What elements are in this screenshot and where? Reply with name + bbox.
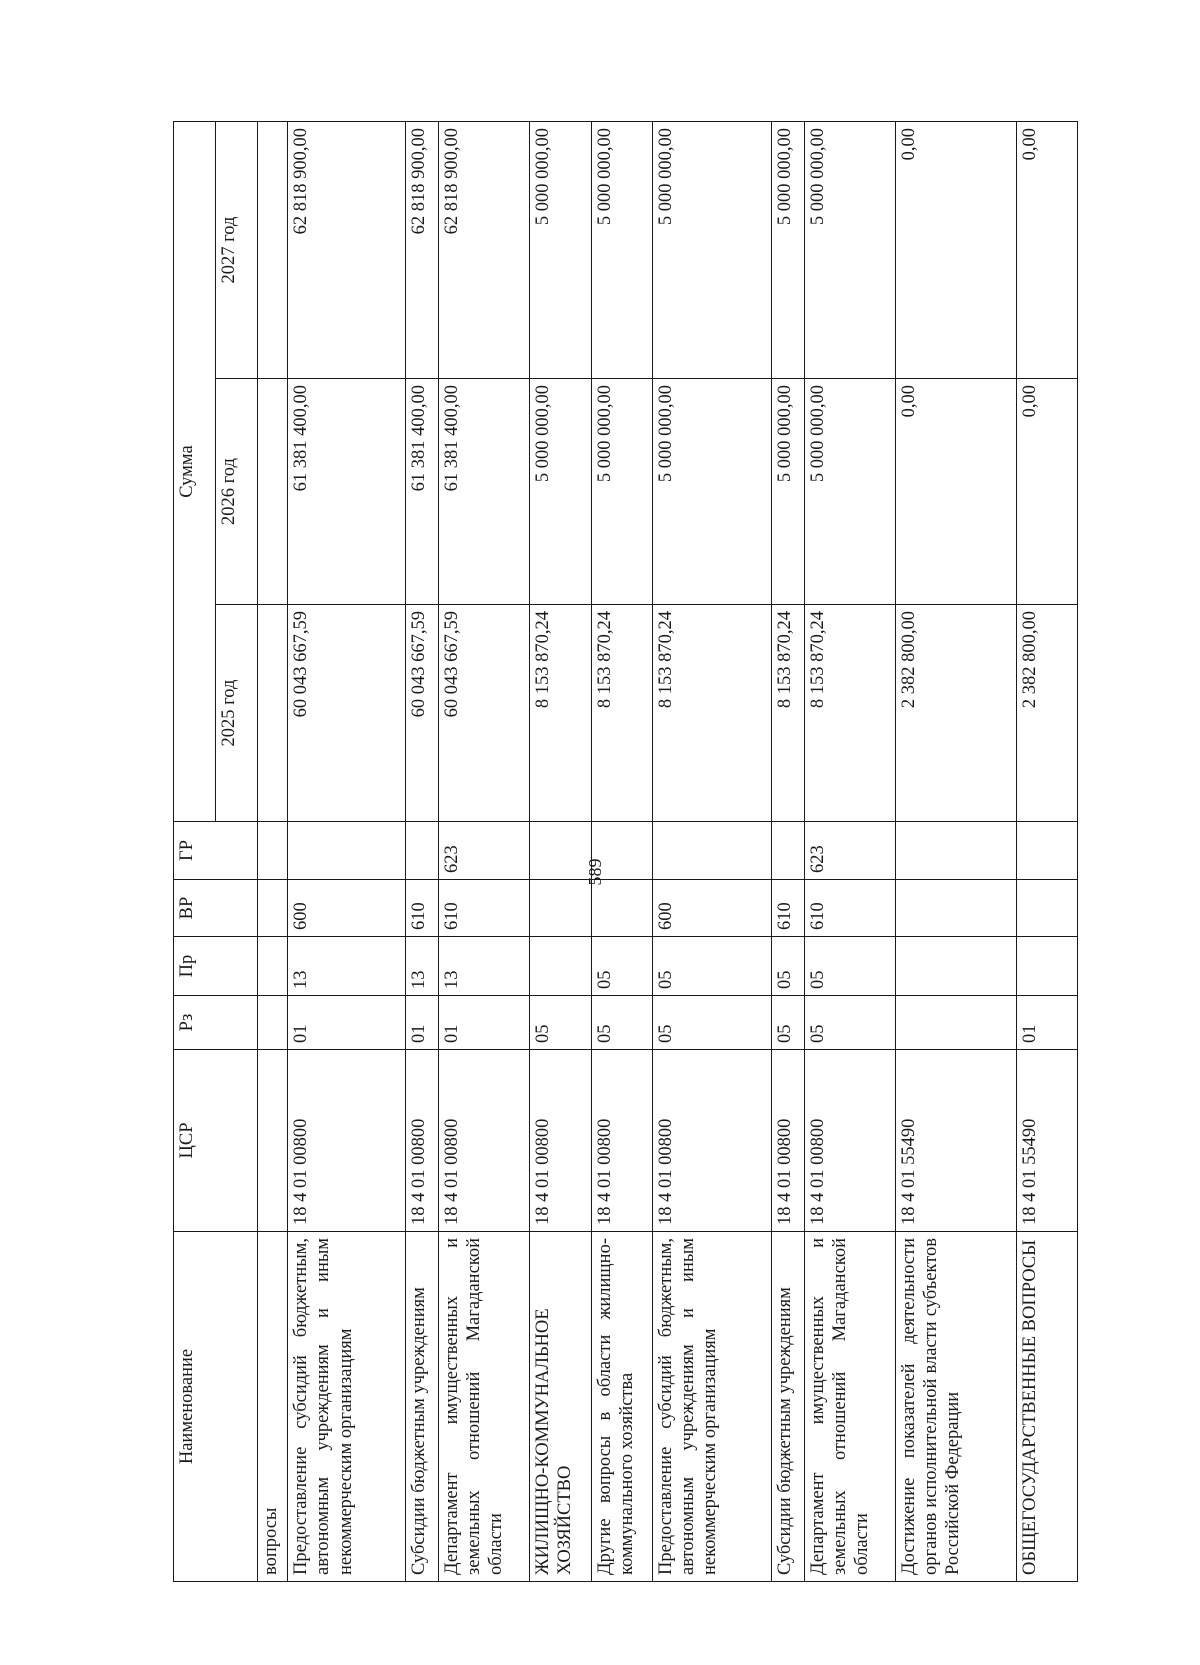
header-gr: ГР xyxy=(174,822,258,880)
cell-vr: 600 xyxy=(652,880,771,937)
cell-2026: 61 381 400,00 xyxy=(288,379,406,605)
header-year-2025: 2025 год xyxy=(216,605,258,822)
cell-rz: 05 xyxy=(772,996,804,1050)
cell-rz: 01 xyxy=(288,996,406,1050)
table-row xyxy=(804,122,895,1582)
cell-2026: 61 381 400,00 xyxy=(406,379,438,605)
cell-pr: 05 xyxy=(804,937,895,996)
cell-2027: 0,00 xyxy=(1016,122,1077,379)
cell-gr xyxy=(772,822,804,880)
cell-rz xyxy=(896,996,1017,1050)
cell-2027 xyxy=(258,122,288,379)
cell-vr xyxy=(1016,880,1077,937)
cell-2027: 5 000 000,00 xyxy=(652,122,771,379)
cell-csr: 18 4 01 00800 xyxy=(652,1050,771,1232)
header-year-2026: 2026 год xyxy=(216,379,258,605)
cell-name: вопросы xyxy=(258,1232,288,1582)
cell-name: Предоставление субсидий бюджетным, автономным учреждениям и иным некоммерческим организациям xyxy=(288,1232,406,1582)
cell-rz: 05 xyxy=(652,996,771,1050)
cell-gr xyxy=(258,822,288,880)
cell-2025: 2 382 800,00 xyxy=(1016,605,1077,822)
cell-rz: 01 xyxy=(1016,996,1077,1050)
table-row xyxy=(591,122,652,1582)
cell-vr xyxy=(530,880,591,937)
header-vr: ВР xyxy=(174,880,258,937)
cell-pr: 13 xyxy=(288,937,406,996)
cell-pr xyxy=(258,937,288,996)
cell-name: ЖИЛИЩНО-КОММУНАЛЬНОЕ ХОЗЯЙСТВО xyxy=(530,1232,591,1582)
header-name: Наименование xyxy=(174,1232,258,1582)
cell-name: Другие вопросы в области жилищно-коммунального хозяйства xyxy=(591,1232,652,1582)
cell-name: ОБЩЕГОСУДАРСТВЕННЫЕ ВОПРОСЫ xyxy=(1016,1232,1077,1582)
cell-name: Субсидии бюджетным учреждениям xyxy=(406,1232,438,1582)
cell-2026: 5 000 000,00 xyxy=(652,379,771,605)
cell-2025: 60 043 667,59 xyxy=(406,605,438,822)
cell-vr: 600 xyxy=(288,880,406,937)
cell-vr: 610 xyxy=(406,880,438,937)
page-number: 589 xyxy=(585,858,605,886)
cell-2026: 5 000 000,00 xyxy=(772,379,804,605)
cell-csr xyxy=(258,1050,288,1232)
cell-gr xyxy=(591,822,652,880)
cell-2027: 62 818 900,00 xyxy=(288,122,406,379)
cell-csr: 18 4 01 55490 xyxy=(1016,1050,1077,1232)
cell-csr: 18 4 01 00800 xyxy=(591,1050,652,1232)
cell-pr xyxy=(896,937,1017,996)
rotated-table-container xyxy=(173,122,1078,1582)
cell-gr: 623 xyxy=(438,822,529,880)
header-year-2027: 2027 год xyxy=(216,122,258,379)
cell-vr xyxy=(591,880,652,937)
cell-csr: 18 4 01 00800 xyxy=(288,1050,406,1232)
cell-gr: 623 xyxy=(804,822,895,880)
table-row xyxy=(438,122,529,1582)
table-row xyxy=(406,122,438,1582)
cell-2027: 5 000 000,00 xyxy=(772,122,804,379)
cell-gr xyxy=(288,822,406,880)
cell-pr: 05 xyxy=(591,937,652,996)
table-row xyxy=(530,122,591,1582)
header-sum: Сумма xyxy=(174,122,216,822)
cell-csr: 18 4 01 00800 xyxy=(406,1050,438,1232)
cell-2025: 8 153 870,24 xyxy=(772,605,804,822)
cell-pr: 05 xyxy=(652,937,771,996)
cell-pr xyxy=(530,937,591,996)
cell-csr: 18 4 01 00800 xyxy=(804,1050,895,1232)
cell-vr: 610 xyxy=(804,880,895,937)
cell-2025: 8 153 870,24 xyxy=(530,605,591,822)
cell-name: Достижение показателей деятельности органов исполнительной власти субъектов Российской Федерации xyxy=(896,1232,1017,1582)
cell-2027: 5 000 000,00 xyxy=(804,122,895,379)
cell-pr xyxy=(1016,937,1077,996)
cell-name: Предоставление субсидий бюджетным, автономным учреждениям и иным некоммерческим организациям xyxy=(652,1232,771,1582)
cell-2025: 8 153 870,24 xyxy=(652,605,771,822)
cell-gr xyxy=(406,822,438,880)
cell-2026: 5 000 000,00 xyxy=(591,379,652,605)
cell-name: Департамент имущественных и земельных отношений Магаданской области xyxy=(438,1232,529,1582)
cell-rz: 05 xyxy=(530,996,591,1050)
cell-rz: 01 xyxy=(406,996,438,1050)
cell-gr xyxy=(1016,822,1077,880)
cell-vr xyxy=(896,880,1017,937)
cell-2027: 0,00 xyxy=(896,122,1017,379)
cell-2026 xyxy=(258,379,288,605)
cell-2026: 0,00 xyxy=(896,379,1017,605)
cell-csr: 18 4 01 00800 xyxy=(530,1050,591,1232)
table-row xyxy=(258,122,288,1582)
header-rz: Рз xyxy=(174,996,258,1050)
cell-vr: 610 xyxy=(772,880,804,937)
cell-2027: 62 818 900,00 xyxy=(406,122,438,379)
cell-gr xyxy=(896,822,1017,880)
header-pr: Пр xyxy=(174,937,258,996)
cell-name: Субсидии бюджетным учреждениям xyxy=(772,1232,804,1582)
table-row xyxy=(1016,122,1077,1582)
cell-csr: 18 4 01 55490 xyxy=(896,1050,1017,1232)
cell-2026: 5 000 000,00 xyxy=(530,379,591,605)
table-row xyxy=(652,122,771,1582)
cell-pr: 05 xyxy=(772,937,804,996)
cell-rz: 05 xyxy=(591,996,652,1050)
cell-2025 xyxy=(258,605,288,822)
cell-csr: 18 4 01 00800 xyxy=(438,1050,529,1232)
cell-2026: 61 381 400,00 xyxy=(438,379,529,605)
cell-rz: 05 xyxy=(804,996,895,1050)
cell-2025: 2 382 800,00 xyxy=(896,605,1017,822)
budget-table xyxy=(173,121,1078,1582)
cell-pr: 13 xyxy=(438,937,529,996)
cell-gr xyxy=(530,822,591,880)
cell-2025: 60 043 667,59 xyxy=(288,605,406,822)
cell-2025: 60 043 667,59 xyxy=(438,605,529,822)
table-row xyxy=(772,122,804,1582)
table-row xyxy=(896,122,1017,1582)
cell-2027: 62 818 900,00 xyxy=(438,122,529,379)
cell-2025: 8 153 870,24 xyxy=(591,605,652,822)
cell-rz: 01 xyxy=(438,996,529,1050)
cell-name: Департамент имущественных и земельных отношений Магаданской области xyxy=(804,1232,895,1582)
cell-2027: 5 000 000,00 xyxy=(591,122,652,379)
cell-2027: 5 000 000,00 xyxy=(530,122,591,379)
cell-rz xyxy=(258,996,288,1050)
cell-2026: 0,00 xyxy=(1016,379,1077,605)
cell-2025: 8 153 870,24 xyxy=(804,605,895,822)
table-row xyxy=(288,122,406,1582)
cell-csr: 18 4 01 00800 xyxy=(772,1050,804,1232)
cell-vr xyxy=(258,880,288,937)
cell-vr: 610 xyxy=(438,880,529,937)
cell-gr xyxy=(652,822,771,880)
header-csr: ЦСР xyxy=(174,1050,258,1232)
cell-2026: 5 000 000,00 xyxy=(804,379,895,605)
cell-pr: 13 xyxy=(406,937,438,996)
